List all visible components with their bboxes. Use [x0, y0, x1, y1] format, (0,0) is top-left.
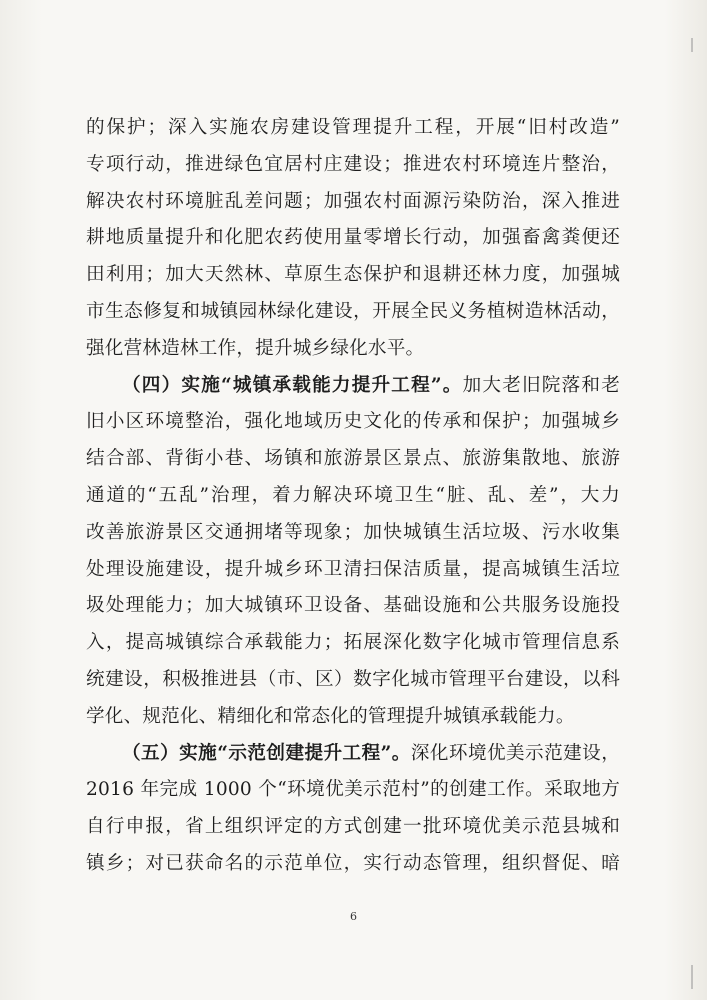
text-line: 的保护；深入实施农房建设管理提升工程，开展“旧村改造”: [86, 117, 620, 138]
text-line: 2016 年完成 1000 个“环境优美示范村”的创建工作。采取地方: [86, 779, 620, 801]
text-line: 结合部、背街小巷、场镇和旅游景区景点、旅游集散地、旅游: [86, 448, 620, 470]
text-line: 统建设，积极推进县（市、区）数字化城市管理平台建设，以科: [86, 668, 620, 690]
text-line: 改善旅游景区交通拥堵等现象；加快城镇生活垃圾、污水收集: [86, 521, 620, 543]
text-line: 圾处理能力；加大城镇环卫设备、基础设施和公共服务设施投: [86, 595, 620, 617]
page-number: 6: [350, 910, 357, 923]
scan-edge-mark-top: [691, 38, 693, 52]
section-heading-5: （五）实施“示范创建提升工程”。: [122, 742, 411, 764]
text-line: 学化、规范化、精细化和常态化的管理提升城镇承载能力。: [86, 705, 575, 727]
text-line: 田利用；加大天然林、草原生态保护和退耕还林力度，加强城: [86, 264, 620, 286]
section-heading-4: （四）实施“城镇承载能力提升工程”。: [122, 374, 463, 396]
text-line: 专项行动，推进绿色宜居村庄建设；推进农村环境连片整治，: [86, 153, 620, 175]
scan-edge-mark-bottom: [691, 965, 693, 989]
text-line: 市生态修复和城镇园林绿化建设，开展全民义务植树造林活动，: [86, 300, 620, 322]
text-line: 镇乡；对已获命名的示范单位，实行动态管理，组织督促、暗: [86, 852, 620, 874]
text-line: 强化营林造林工作，提升城乡绿化水平。: [86, 337, 425, 359]
section-heading-line-4: （四）实施“城镇承载能力提升工程”。加大老旧院落和老: [122, 374, 620, 396]
section-heading-line-5: （五）实施“示范创建提升工程”。深化环境优美示范建设，: [122, 742, 620, 764]
text-line: 通道的“五乱”治理，着力解决环境卫生“脏、乱、差”，大力: [86, 484, 620, 506]
text-line: 耕地质量提升和化肥农药使用量零增长行动，加强畜禽粪便还: [86, 227, 620, 249]
text-line: 处理设施建设，提升城乡环卫清扫保洁质量，提高城镇生活垃: [86, 558, 620, 580]
text-line: 旧小区环境整治，强化地域历史文化的传承和保护；加强城乡: [86, 411, 620, 433]
text-line: 自行申报，省上组织评定的方式创建一批环境优美示范县城和: [86, 816, 620, 838]
text-line: 入，提高城镇综合承载能力；拓展深化数字化城市管理信息系: [86, 632, 620, 654]
body-text: [86, 110, 620, 883]
text-line: 解决农村环境脏乱差问题；加强农村面源污染防治，深入推进: [86, 190, 620, 212]
